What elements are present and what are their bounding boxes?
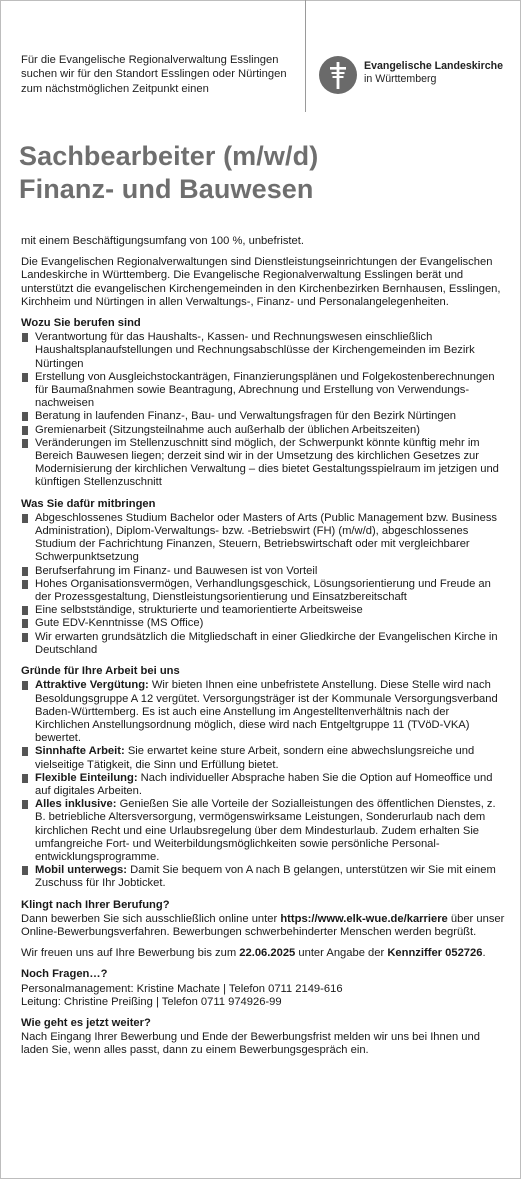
questions-heading: Noch Fragen…?	[21, 968, 108, 981]
benefits-list	[21, 679, 506, 890]
benefit-label: Attraktive Vergütung:	[35, 679, 149, 692]
apply-text-before: Dann bewerben Sie sich ausschließlich online unter	[21, 912, 281, 925]
organization-description: Die Evangelischen Regionalverwaltungen sind Dienstleistungseinrichtungen der Evangelischen Landeskirche in Württemberg. Die Evangelische Regionalverwaltung Esslingen berät und unterstützt die evangelischen Kirchengemeinden in den Kirchenbezirken Bernhausen, Esslingen, Kirchheim und Nürtingen in allen Verwaltungs-, Finanz- und Personalangelegenheiten.	[21, 256, 501, 308]
list-item: Erstellung von Ausgleichstockanträgen, Finanzierungsplänen und Folgekostenberechnungen für Baumaßnahmen sowie Beantragung, Abrechnung und Erstellung von Verwendungsnachweisen	[21, 371, 506, 411]
reference-code: Kennziffer 052726	[387, 947, 483, 960]
deadline-after: .	[482, 947, 486, 960]
benefit-text: Sie erwartet keine sture Arbeit, sondern eine abwechslungsreiche und vielseitige Tätigkeit, die Sinn und Erfüllung bietet.	[35, 745, 475, 771]
list-item: Eine selbstständige, strukturierte und teamorientierte Arbeitsweise	[21, 604, 506, 617]
benefit-text: Nach individueller Absprache haben Sie die Option auf Homeoffice und auf digitales Arbeiten.	[35, 771, 493, 797]
apply-text-after: über unser Online-Bewerbungsverfahren. Bewerbungen schwerbehinderter Menschen werden begrüßt.	[21, 912, 505, 938]
job-title	[19, 140, 318, 206]
benefit-label: Flexible Einteilung:	[35, 771, 138, 784]
list-item: Abgeschlossenes Studium Bachelor oder Masters of Arts (Public Management bzw. Business Administration), Diplom-Verwaltungs- bzw. -Betriebswirt (FH) (m/w/d), abgeschlossenes Studium der Fachrichtung Finanzen, Steuern, Betriebswirtschaft oder mit vergleichbarer Schwerpunktsetzung	[21, 512, 506, 565]
benefits-heading: Gründe für Ihre Arbeit bei uns	[21, 665, 180, 678]
list-item: Verantwortung für das Haushalts-, Kassen- und Rechnungswesen einschließlich Haushaltsplanaufstellungen und Rechnungsabschlüsse der Kirchengemeinden im Bezirk Nürtingen	[21, 331, 506, 371]
job-body	[21, 235, 506, 1066]
tasks-list	[21, 331, 506, 489]
job-title-line: Sachbearbeiter (m/w/d)	[19, 141, 319, 171]
deadline-text	[21, 947, 506, 960]
apply-heading: Klingt nach Ihrer Berufung?	[21, 898, 170, 911]
list-item: Veränderungen im Stellenzuschnitt sind möglich, der Schwerpunkt könnte künftig mehr im Bereich Bauwesen liegen; derzeit sind wir in der Umsetzung des kirchlichen Gesetzes zur Modernisierung der kirchlichen Verwaltung – dies bietet Gestaltungsspielraum im jetzigen und künftigen Stellenzuschnitt	[21, 437, 506, 490]
benefit-text: Genießen Sie alle Vorteile der Sozialleistungen des öffentlichen Dienstes, z. B. betriebliche Altersversorgung, vermögenswirksame Leistungen, Sonderurlaub nach dem kirchlichen Recht und eine Urlaubsregelung über dem Mindesturlaub. Zudem erhalten Sie umfangreiche Fort- und Weiterbildungsmöglichkeiten sowie persönliche Personalentwicklungsprogramme.	[35, 798, 496, 863]
list-item: Beratung in laufenden Finanz-, Bau- und Verwaltungsfragen für den Bezirk Nürtingen	[21, 410, 506, 423]
requirements-heading: Was Sie dafür mitbringen	[21, 497, 156, 510]
list-item	[21, 745, 506, 771]
list-item	[21, 864, 506, 890]
church-logo	[318, 55, 518, 95]
list-item: Gute EDV-Kenntnisse (MS Office)	[21, 617, 506, 630]
logo-name: Evangelische Landeskirche	[364, 60, 503, 72]
list-item	[21, 772, 506, 798]
intro-line: suchen wir für den Standort Esslingen oder Nürtingen	[21, 68, 287, 81]
benefit-label: Mobil unterwegs:	[35, 864, 127, 877]
tasks-heading: Wozu Sie berufen sind	[21, 317, 141, 330]
list-item: Berufserfahrung im Finanz- und Bauwesen ist von Vorteil	[21, 565, 506, 578]
deadline-before: Wir freuen uns auf Ihre Bewerbung bis zum	[21, 947, 240, 960]
list-item: Hohes Organisationsvermögen, Verhandlungsgeschick, Lösungsorientierung und Freude an der Prozessgestaltung, Dienstleistungsorientierung und Einsatzbereitschaft	[21, 578, 506, 604]
deadline-middle: unter Angabe der	[295, 947, 388, 960]
intro-text	[21, 53, 301, 96]
next-text: Nach Eingang Ihrer Bewerbung und Ende der Bewerbungsfrist melden wir uns bei Ihnen und laden Sie, wenn alles passt, dann zu einem Bewerbungsgespräch ein.	[21, 1031, 480, 1057]
list-item	[21, 679, 506, 745]
contacts	[21, 983, 506, 1009]
next-heading: Wie geht es jetzt weiter?	[21, 1016, 151, 1029]
intro-line: zum nächstmöglichen Zeitpunkt einen	[21, 82, 209, 95]
list-item: Gremienarbeit (Sitzungsteilnahme auch außerhalb der üblichen Arbeitszeiten)	[21, 424, 506, 437]
benefit-text: Damit Sie bequem von A nach B gelangen, unterstützen wir Sie mit einem Zuschuss für Ihr Jobticket.	[35, 864, 496, 890]
benefit-text: Wir bieten Ihnen eine unbefristete Anstellung. Diese Stelle wird nach Besoldungsgruppe A 12 vergütet. Versorgungsträger ist der Kommunale Versorgungsverband Baden-Württemberg. Es ist auch eine Anstellung im Angestelltenverhältnis nach der Kirchlichen Anstellungsordnung möglich, diese wird nach Entgeltgruppe 11 (TVöD-VKA) bewertet.	[35, 679, 498, 745]
logo-text	[364, 60, 503, 86]
contact-line: Leitung: Christine Preißing | Telefon 0711 974926-99	[21, 995, 282, 1008]
benefit-label: Sinnhafte Arbeit:	[35, 745, 125, 758]
intro-line: Für die Evangelische Regionalverwaltung Esslingen	[21, 54, 279, 66]
apply-text	[21, 913, 506, 939]
logo-region: in Württemberg	[364, 73, 437, 85]
deadline-date: 22.06.2025	[239, 947, 296, 960]
employment-scope: mit einem Beschäftigungsumfang von 100 %, unbefristet.	[21, 235, 304, 247]
church-cross-icon	[318, 55, 358, 95]
career-link[interactable]: https://www.elk-wue.de/karriere	[280, 912, 448, 925]
job-title-line: Finanz- und Bauwesen	[19, 174, 314, 204]
contact-line: Personalmanagement: Kristine Machate | Telefon 0711 2149-616	[21, 982, 343, 995]
list-item	[21, 798, 506, 864]
list-item: Wir erwarten grundsätzlich die Mitgliedschaft in einer Gliedkirche der Evangelischen Kirche in Deutschland	[21, 631, 506, 657]
benefit-label: Alles inklusive:	[35, 798, 117, 811]
header-divider	[305, 0, 306, 112]
requirements-list	[21, 512, 506, 657]
